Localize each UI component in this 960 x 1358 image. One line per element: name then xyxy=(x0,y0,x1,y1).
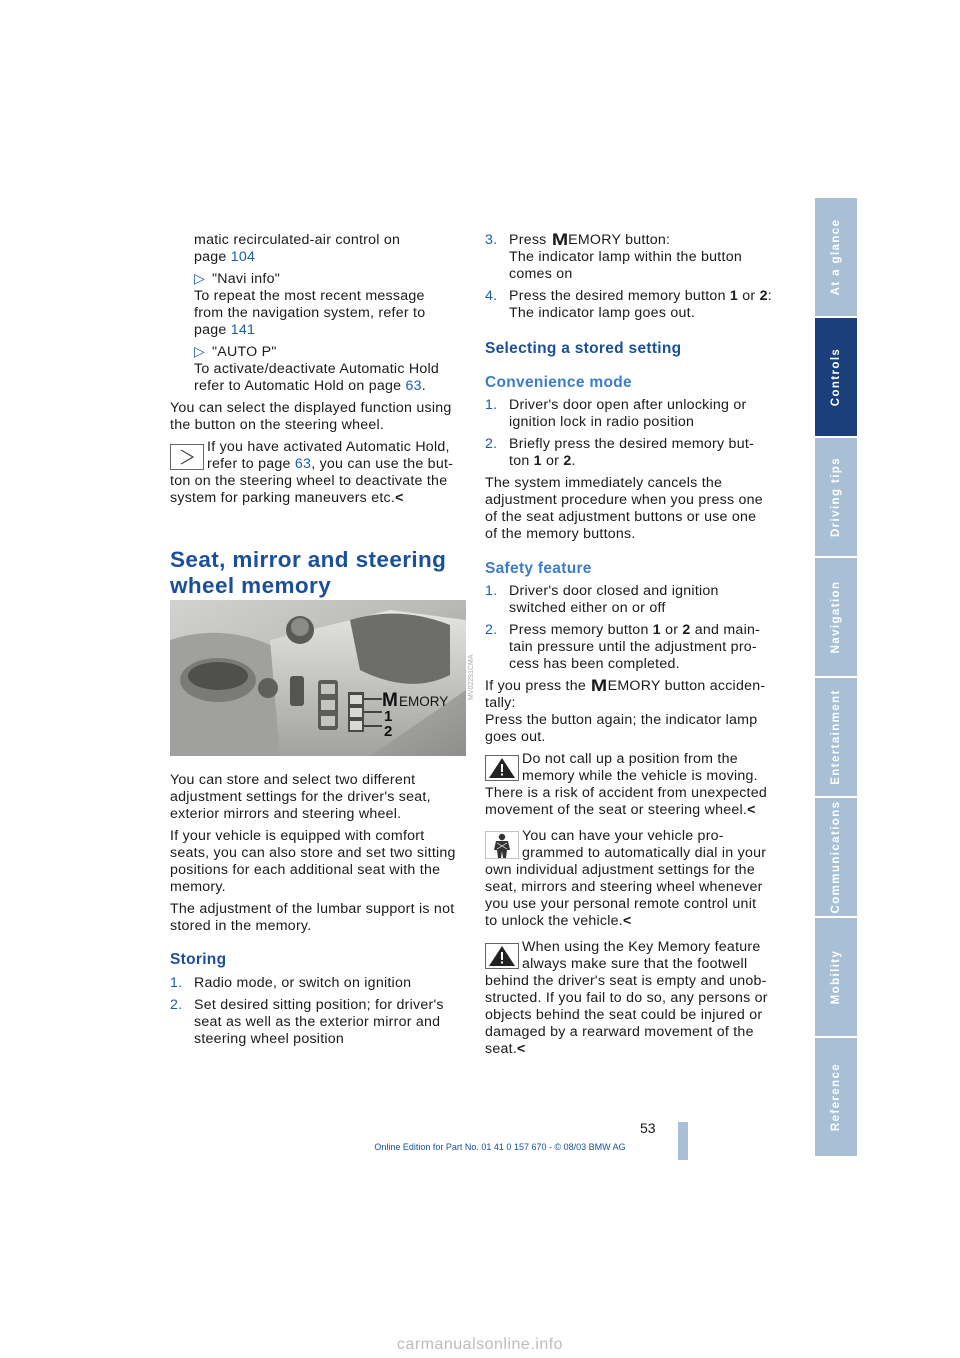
tab-driving-tips[interactable]: Driving tips xyxy=(815,438,857,556)
subsection-title: Selecting a stored setting xyxy=(485,340,682,357)
section-title: Seat, mirror and steering wheel memory xyxy=(170,547,447,598)
page-number: 53 xyxy=(640,1120,656,1136)
footer: Online Edition for Part No. 01 41 0 157 670 - © 08/03 BMW AG xyxy=(374,1142,626,1152)
subsection-title: Storing xyxy=(170,951,227,968)
left-column-lower: You can store and select two different adjustment settings for the driver's seat, exterior mirrors and steering wheel. If your vehicle is equipped with comfort seats, you can also store and set two sitting positions for each additional seat with the memory. The adjustment of the lumbar support is not stored in the memory. Storing 1. Radio mode, or switch on ignition 2. Set desired sitting position; for driver's seat as well as the exterior mirror and steering wheel position xyxy=(170,772,470,1048)
page-link[interactable]: 141 xyxy=(230,322,256,338)
tab-at-a-glance[interactable]: At a glance xyxy=(815,198,857,316)
memory-m-symbol: M xyxy=(551,230,569,249)
list-item: 3. Press MEMORY button: The indicator lamp within the button comes on xyxy=(485,230,742,282)
key-memory-note: You can have your vehicle pro- grammed to automatically dial in your own individual adjustment settings for the seat, mirrors and steering wheel whenever you use your personal remote control unit to unlock the vehicle.< xyxy=(485,828,767,929)
subsubsection-title: Convenience mode xyxy=(485,374,632,391)
bullet-arrow-icon: ▷ xyxy=(194,344,206,360)
tab-communications[interactable]: Communications xyxy=(815,798,857,916)
tab-reference[interactable]: Reference xyxy=(815,1038,857,1156)
page-link[interactable]: 63 xyxy=(294,456,312,472)
memory-buttons-photo xyxy=(170,600,466,756)
page-link[interactable]: 63 xyxy=(405,378,422,394)
list-item: ▷ "AUTO P" xyxy=(194,344,277,360)
watermark: carmanualsonline.info xyxy=(396,1336,564,1353)
list-item: 2. Set desired sitting position; for driver's seat as well as the exterior mirror and steering wheel position xyxy=(170,997,444,1047)
bullet-arrow-icon: ▷ xyxy=(194,271,206,287)
photo-label-1: 1 xyxy=(384,708,393,725)
person-icon xyxy=(485,831,519,859)
end-mark: < xyxy=(517,1041,526,1057)
warning-icon xyxy=(485,943,519,969)
end-mark: < xyxy=(623,913,632,929)
tab-controls[interactable]: Controls xyxy=(815,318,857,436)
section-tabs xyxy=(815,198,857,1158)
page-marker xyxy=(678,1122,688,1160)
list-item: 2. Briefly press the desired memory but- ton 1 or 2. xyxy=(485,436,755,469)
page-link[interactable]: 104 xyxy=(230,249,256,265)
note-arrow-icon xyxy=(170,444,204,470)
photo-label-2: 2 xyxy=(384,723,393,740)
list-item: ▷ "Navi info" xyxy=(194,271,281,287)
text-line: page 104 xyxy=(194,249,256,265)
list-item: 1. Driver's door open after unlocking or ignition lock in radio position xyxy=(485,397,747,430)
photo-label-m: M xyxy=(382,690,398,711)
tab-entertainment[interactable]: Entertainment xyxy=(815,678,857,796)
text-line: matic recirculated-air control on xyxy=(194,232,401,248)
list-item: 1. Radio mode, or switch on ignition xyxy=(170,975,412,991)
tab-navigation[interactable]: Navigation xyxy=(815,558,857,676)
end-mark: < xyxy=(747,802,756,818)
warning-box: Do not call up a position from the memory while the vehicle is moving. There is a risk of accident from unexpected movement of the seat or steering wheel.< xyxy=(485,751,768,818)
end-mark: < xyxy=(395,490,404,506)
warning-icon xyxy=(485,755,519,781)
photo-code: MV02291CMA xyxy=(468,654,475,700)
list-item: 2. Press memory button 1 or 2 and main- tain pressure until the adjustment pro- cess has been completed. xyxy=(485,622,761,672)
warning-box: When using the Key Memory feature always make sure that the footwell behind the driver's seat is empty and unob- structed. If you fail to do so, any persons or objects behind the seat could be injured or damaged by a rearward movement of the seat.< xyxy=(485,939,768,1057)
list-item: 4. Press the desired memory button 1 or 2: The indicator lamp goes out. xyxy=(485,288,772,321)
list-item: 1. Driver's door closed and ignition switched either on or off xyxy=(485,583,719,616)
left-column: matic recirculated-air control on page 104 ▷ "Navi info" To repeat the most recent message from the navigation system, refer to page 141 ▷ "AUTO P" To activate/deactivate Automatic Hold refer to Automatic Hold on page 63. You can select the displayed function using the button on the steering wheel. If you have activated Automatic Hold, refer to page 63, you can use the but- ton on the steering wheel to deactivate the system for parking maneuvers etc.< Seat, mirror and steering wheel memory xyxy=(170,232,470,599)
right-column: 3. Press MEMORY button: The indicator lamp within the button comes on 4. Press the desired memory button 1 or 2: The indicator lamp goes out. Selecting a stored setting Convenience mode 1. Driver's door open after unlocking or ignition lock in radio position 2. Briefly press the desired memory but- ton 1 or 2. The system immediately cancels the adjustment procedure when you press one of the seat adjustment buttons or use one of the memory buttons. Safety feature 1. Driver's door closed and ignition switched either on or off 2. Press memory button 1 or 2 and main- tain pressure until the adjustment pro- cess has been completed. If you press the MEMORY button acciden- tally: Press the button again; the indicator lamp goes out. Do not call up a position from the memory while the vehicle is moving. There is a risk of accident from unexpected movement of the seat or steering wheel.< You can have your vehicle pro- grammed to automatically dial in your own individual adjustment settings for the seat, mirrors and steering wheel whenever you use your personal remote control unit to unlock the vehicle.< When using the Key Memory feature always make sure that the footwell behind the driver's seat is empty and unob- structed. If you fail to do so, any persons or objects behind the seat could be injured or damaged by a rearward movement of the seat.< xyxy=(485,232,785,1058)
memory-m-symbol: M xyxy=(591,676,608,695)
subsubsection-title: Safety feature xyxy=(485,560,592,577)
photo-label-memory: EMORY xyxy=(399,694,449,709)
note-box: If you have activated Automatic Hold, refer to page 63, you can use the but- ton on the steering wheel to deactivate the system for parking maneuvers etc.< xyxy=(170,439,454,506)
tab-mobility[interactable]: Mobility xyxy=(815,918,857,1036)
